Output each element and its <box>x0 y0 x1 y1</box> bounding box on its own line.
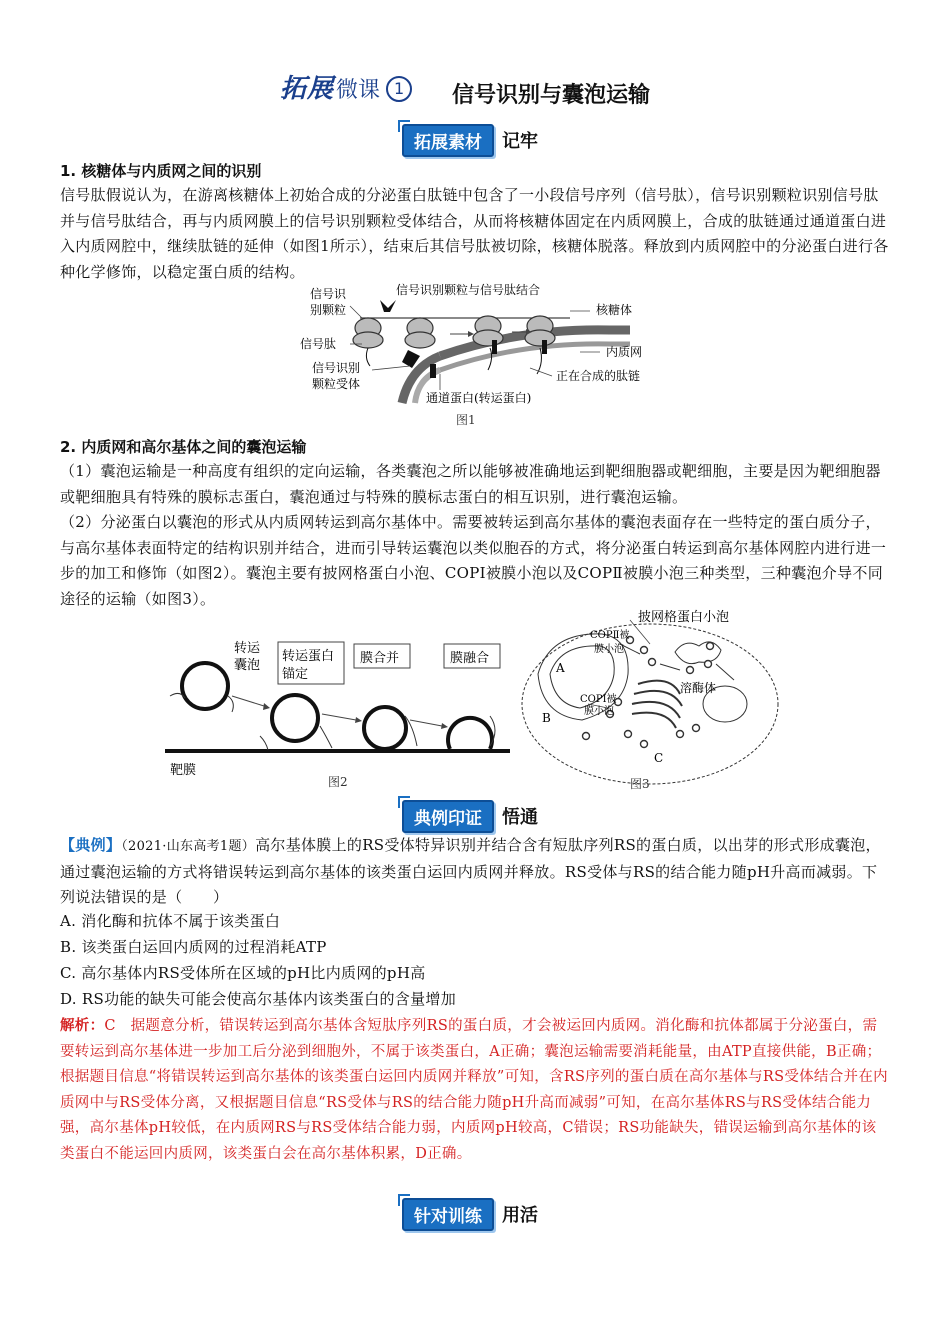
label-signal-peptide: 信号肽 <box>300 337 337 351</box>
analysis-label: 解析： <box>60 1018 105 1034</box>
label-srp-1: 信号识 <box>310 287 347 301</box>
label-target-membrane: 靶膜 <box>170 763 197 778</box>
option-d: D. RS功能的缺失可能会使高尔基体内该类蛋白的含量增加 <box>60 990 456 1008</box>
example-source: （2021·山东高考1题） <box>121 839 256 854</box>
label-srp-receptor-1: 信号识别 <box>312 361 361 375</box>
page-title: 信号识别与囊泡运输 <box>452 83 651 108</box>
badge-suffix: 记牢 <box>502 131 538 152</box>
figure-3 <box>520 604 810 796</box>
section-tag <box>280 68 412 108</box>
badge-label: 拓展素材 <box>402 124 494 157</box>
label-cop1-2: 膜小泡 <box>584 706 614 717</box>
option-c: C. 高尔基体内RS受体所在区域的pH比内质网的pH高 <box>60 964 426 982</box>
part2-heading: 2. 内质网和高尔基体之间的囊泡运输 <box>60 438 307 456</box>
example-stem: 高尔基体膜上的RS受体特异识别并结合含有短肽序列RS的蛋白质，以出芽的形式形成囊泡，通过囊泡运输的方式将错误转运到高尔基体的该类蛋白运回内质网并释放。RS受体与RS的结合能力随pH升高而减弱。下列说法错误的是（ ） <box>60 836 881 906</box>
label-A: A <box>556 661 565 675</box>
label-srp-bind: 信号识别颗粒与信号肽结合 <box>396 283 541 297</box>
badge-label: 典例印证 <box>402 800 494 833</box>
figure-2 <box>160 636 520 796</box>
example-stem-block <box>60 833 890 911</box>
label-vesicle-1: 转运 <box>234 641 261 656</box>
figure-2-caption: 图2 <box>328 775 348 789</box>
part1-text: 信号肽假说认为，在游离核糖体上初始合成的分泌蛋白肽链中包含了一小段信号序列（信号肽），信号识别颗粒识别信号肽并与信号肽结合，再与内质网膜上的信号识别颗粒受体结合，从而将核糖体固定在内质网膜上，合成的肽链通过通道蛋白进入内质网腔中，继续肽链的延伸（如图1所示），结束后其信号肽被切除，核糖体脱落。释放到内质网腔中的分泌蛋白进行各种化学修饰，以稳定蛋白质的结构。 <box>60 186 889 281</box>
figure-3-caption: 图3 <box>630 777 650 791</box>
label-srp-receptor-2: 颗粒受体 <box>312 377 361 391</box>
label-cop2-1: COPⅡ被 <box>590 630 630 641</box>
part2-p1: （1）囊泡运输是一种高度有组织的定向运输，各类囊泡之所以能够被准确地运到靶细胞器或靶细胞，主要是因为靶细胞器或靶细胞具有特殊的膜标志蛋白，囊泡通过与特殊的膜标志蛋白的相互识别，进行囊泡运输。 <box>60 462 881 506</box>
label-srp-2: 别颗粒 <box>310 303 347 317</box>
tag-sub: 微课 <box>336 78 381 103</box>
label-nascent: 正在合成的肽链 <box>556 369 641 383</box>
figure-1 <box>290 278 680 428</box>
label-clathrin: 披网格蛋白小泡 <box>638 610 730 625</box>
label-merge: 膜合并 <box>360 651 400 666</box>
label-fusion: 膜融合 <box>450 651 490 666</box>
tag-main: 拓展 <box>280 74 335 104</box>
analysis-answer: C <box>104 1018 116 1034</box>
part1-heading: 1. 核糖体与内质网之间的识别 <box>60 162 262 180</box>
analysis-block <box>60 1014 890 1167</box>
badge-training <box>402 1200 538 1228</box>
badge-label: 针对训练 <box>402 1198 494 1231</box>
badge-expand-material <box>402 126 538 154</box>
label-er: 内质网 <box>606 345 643 359</box>
example-tag: 【典例】 <box>60 836 122 854</box>
badge-suffix: 悟通 <box>502 807 538 828</box>
analysis-text: 据题意分析，错误转运到高尔基体含短肽序列RS的蛋白质，才会被运回内质网。消化酶和抗体都属于分泌蛋白，需要转运到高尔基体进一步加工后分泌到细胞外，不属于该类蛋白，A正确；囊泡运输需要消耗能量，由ATP直接供能，B正确；根据题目信息“将错误转运到高尔基体的该类蛋白运回内质网并释放”可知，含RS序列的蛋白质在高尔基体与RS受体结合并在内质网中与RS受体分离，又根据题目信息“RS受体与RS的结合能力随pH升高而减弱”可知，在高尔基体RS与RS受体结合能力强，高尔基体pH较低，在内质网RS与RS受体结合能力弱，内质网pH较高，C错误；RS功能缺失，错误运输到高尔基体的该类蛋白不能运回内质网，该类蛋白会在高尔基体积累，D正确。 <box>60 1018 888 1162</box>
label-cop2-2: 膜小泡 <box>594 644 624 655</box>
part2-p2: （2）分泌蛋白以囊泡的形式从内质网转运到高尔基体中。需要被转运到高尔基体的囊泡表面存在一些特定的蛋白质分子，与高尔基体表面特定的结构识别并结合，进而引导转运囊泡以类似胞吞的方式，将分泌蛋白转运到高尔基体网腔内进行进一步的加工和修饰（如图2）。囊泡主要有披网格蛋白小泡、COPⅠ被膜小泡以及COPⅡ被膜小泡三种类型，三种囊泡介导不同途径的运输（如图3）。 <box>60 513 887 608</box>
label-anchor-2: 锚定 <box>282 667 309 682</box>
label-anchor-1: 转运蛋白 <box>282 649 335 664</box>
label-B: B <box>542 711 551 725</box>
tag-number: 1 <box>386 76 412 102</box>
badge-example <box>402 802 538 830</box>
badge-suffix: 用活 <box>502 1205 538 1226</box>
label-C: C <box>654 751 664 765</box>
option-a: A. 消化酶和抗体不属于该类蛋白 <box>60 912 281 930</box>
label-channel: 通道蛋白(转运蛋白) <box>426 391 532 405</box>
label-lysosome: 溶酶体 <box>680 681 717 695</box>
label-vesicle-2: 囊泡 <box>234 658 261 673</box>
label-cop1-1: COPⅠ被 <box>580 694 617 705</box>
figure-1-caption: 图1 <box>456 413 476 427</box>
option-b: B. 该类蛋白运回内质网的过程消耗ATP <box>60 938 327 956</box>
label-ribosome: 核糖体 <box>596 303 633 317</box>
